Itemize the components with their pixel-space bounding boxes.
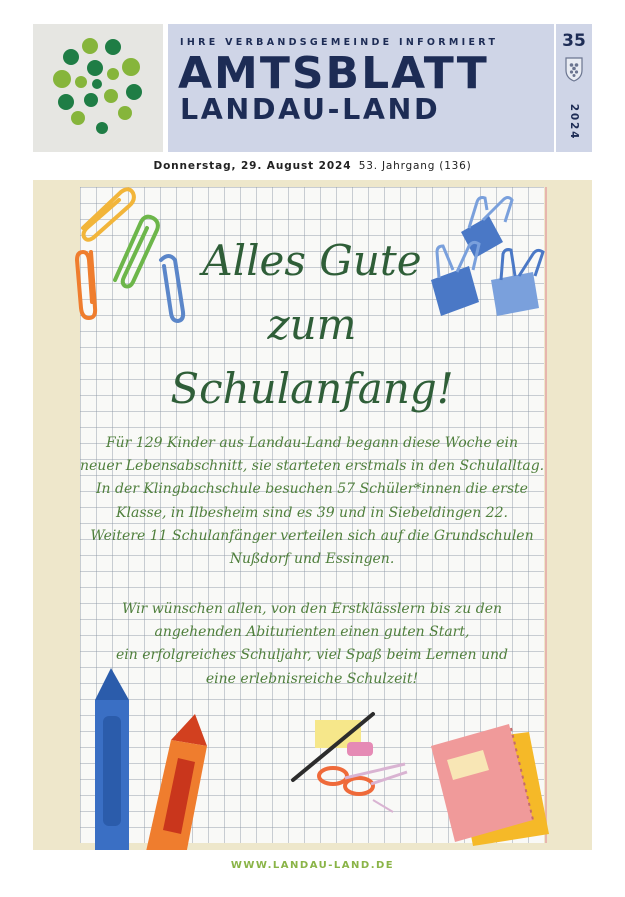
wishes-paragraph bbox=[80, 598, 544, 691]
greeting-line-2: zum bbox=[267, 300, 357, 349]
masthead-title: AMTSBLATT bbox=[178, 48, 489, 99]
text-line: neuer Lebensabschnitt, sie starteten erstmals in den Schulalltag. bbox=[80, 458, 545, 475]
issue-date: Donnerstag, 29. August 2024 bbox=[153, 160, 352, 172]
issue-number: 35 bbox=[562, 31, 586, 51]
text-line: Für 129 Kinder aus Landau-Land begann diese Woche ein bbox=[105, 435, 519, 451]
text-line: ein erfolgreiches Schuljahr, viel Spaß beim Lernen und bbox=[116, 647, 508, 664]
text-line: eine erlebnisreiche Schulzeit! bbox=[205, 670, 419, 687]
text-line: Weitere 11 Schulanfänger verteilen sich auf die Grundschulen bbox=[90, 527, 534, 544]
text-line: Klasse, in Ilbesheim sind es 39 und in Siebeldingen 22. bbox=[116, 504, 508, 521]
issue-volume: 53. Jahrgang (136) bbox=[358, 160, 472, 172]
coat-of-arms-grapes-icon bbox=[564, 56, 584, 82]
cover-illustration bbox=[33, 180, 592, 850]
masthead bbox=[168, 24, 554, 152]
text-line: In der Klingbachschule besuchen 57 Schüler*innen die erste bbox=[96, 481, 528, 498]
intro-paragraph bbox=[80, 432, 544, 571]
green-dot-ring-logo-icon bbox=[33, 24, 163, 152]
masthead-kicker: IHRE VERBANDSGEMEINDE INFORMIERT bbox=[180, 37, 499, 48]
greeting-line-3: Schulanfang! bbox=[170, 364, 454, 413]
issue-sidebar bbox=[556, 24, 592, 152]
notebook-icon bbox=[431, 724, 549, 846]
logo bbox=[33, 24, 163, 152]
crayon-icon bbox=[95, 668, 207, 850]
masthead-subtitle: LANDAU-LAND bbox=[180, 93, 441, 126]
text-line: Nußdorf und Essingen. bbox=[229, 551, 395, 568]
greeting-line-1: Alles Gute bbox=[202, 236, 422, 285]
text-line: angehenden Abiturienten einen guten Start, bbox=[154, 624, 470, 641]
text-line: Wir wünschen allen, von den Erstklässlern bis zu den bbox=[121, 601, 503, 617]
website-link[interactable]: WWW.LANDAU-LAND.DE bbox=[230, 860, 395, 871]
issue-year: 2024 bbox=[568, 103, 580, 141]
scissors-icon bbox=[293, 714, 407, 812]
dateline bbox=[0, 160, 625, 172]
